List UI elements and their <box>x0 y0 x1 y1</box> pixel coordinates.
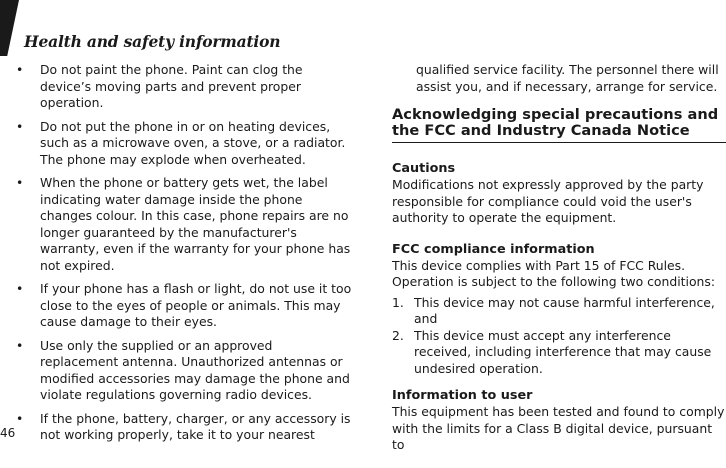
page-header-title: Health and safety information <box>24 32 281 51</box>
bullet-item <box>16 338 354 404</box>
fcc-intro: This device complies with Part 15 of FCC Rules. Operation is subject to the following two conditions: <box>392 257 716 289</box>
bullet-text: Do not paint the phone. Paint can clog the device’s moving parts and prevent proper operation. <box>40 62 303 110</box>
bullet-item <box>16 119 354 169</box>
condition-item <box>392 295 726 328</box>
fcc-heading: FCC compliance information <box>392 241 595 257</box>
fcc-conditions-list <box>392 295 726 378</box>
safety-bullet-list <box>16 62 354 444</box>
header-accent-bar <box>0 0 19 56</box>
info-to-user-text: This equipment has been tested and found to comply with the limits for a Class B digital device, pursuant to <box>392 404 725 452</box>
page-number: 46 <box>0 426 16 440</box>
bullet-dot-icon: • <box>16 62 24 77</box>
bullet-item <box>16 281 354 331</box>
cautions-text: Modifications not expressly approved by the party responsible for compliance could void the user's authority to operate the equipment. <box>392 177 704 225</box>
bullet-dot-icon: • <box>16 118 24 134</box>
bullet-text: Use only the supplied or an approved replacement antenna. Unauthorized antennas or modified accessories may damage the phone and violate regulations governing radio devices. <box>40 337 350 402</box>
bullet-text: If the phone, battery, charger, or any accessory is not working properly, take it to your nearest <box>40 410 351 442</box>
bullet-item <box>16 62 354 112</box>
bullet-dot-icon: • <box>16 410 24 426</box>
condition-number: 2. <box>392 327 404 343</box>
cautions-heading: Cautions <box>392 161 456 176</box>
bullet-item <box>16 175 354 274</box>
condition-item <box>392 328 726 378</box>
left-column <box>16 62 354 451</box>
bullet-dot-icon: • <box>16 281 24 296</box>
condition-text: This device may not cause harmful interference, and <box>414 294 715 326</box>
condition-text: This device must accept any interference received, including interference that may cause undesired operation. <box>414 327 712 376</box>
bullet-text: Do not put the phone in or on heating devices, such as a microwave oven, a stove, or a radiator. The phone may explode when overheated. <box>40 118 346 167</box>
bullet-item <box>16 411 354 444</box>
bullet-text: When the phone or battery gets wet, the label indicating water damage inside the phone changes colour. In this case, phone repairs are no longer guaranteed by the manufacturer's warranty, even if the warranty for your phone has not expired. <box>40 175 351 273</box>
bullet-dot-icon: • <box>16 175 24 190</box>
right-column <box>392 62 726 468</box>
bullet-dot-icon: • <box>16 337 24 353</box>
condition-number: 1. <box>392 294 404 310</box>
bullet-continuation: qualified service facility. The personnel there will assist you, and if necessary, arrange for service. <box>416 62 719 94</box>
bullet-text: If your phone has a flash or light, do not use it too close to the eyes of people or animals. This may cause damage to their eyes. <box>40 281 352 329</box>
info-to-user-heading: Information to user <box>392 388 533 403</box>
section-heading: Acknowledging special precautions and the FCC and Industry Canada Notice <box>392 107 726 143</box>
